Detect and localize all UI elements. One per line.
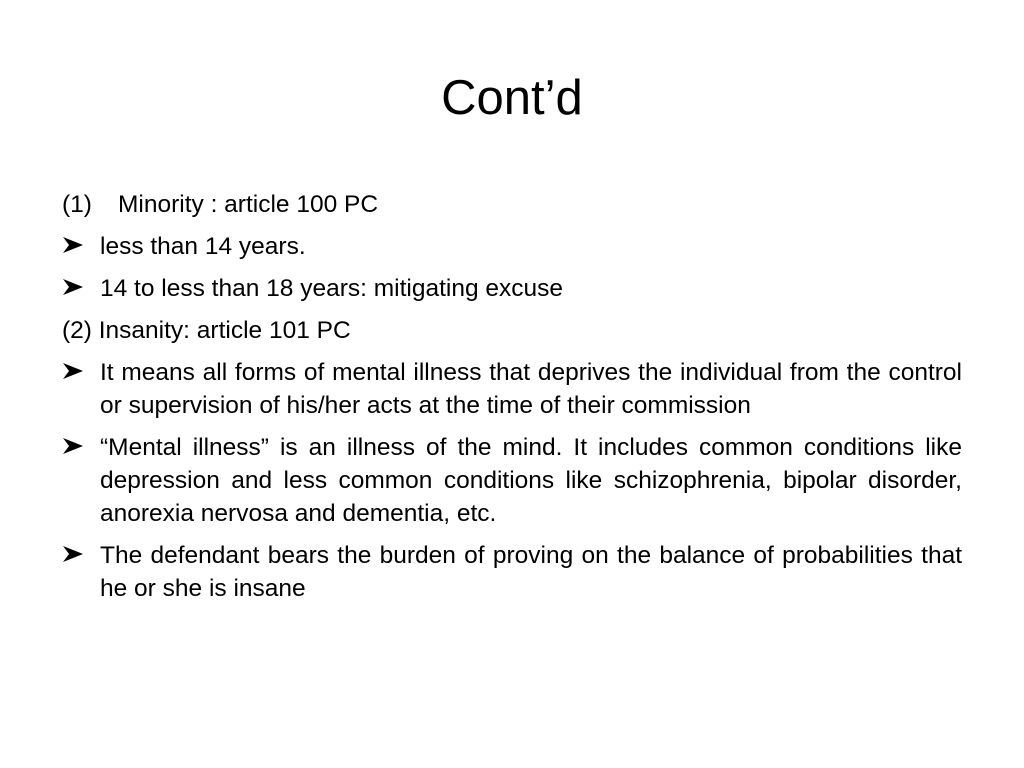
arrow-bullet-icon [62, 543, 84, 565]
arrow-bullet-icon [62, 435, 84, 457]
bullet-item [62, 539, 962, 605]
insanity-heading: (2) Insanity: article 101 PC [62, 317, 351, 344]
bullet-text: The defendant bears the burden of proving on the balance of probabilities that he or she is insane [100, 542, 962, 602]
bullet-item [62, 230, 962, 263]
bullet-text: It means all forms of mental illness that deprives the individual from the control or supervision of his/her acts at the time of their commission [100, 359, 962, 419]
minority-number: (1) [62, 191, 92, 218]
bullet-text: 14 to less than 18 years: mitigating excuse [100, 275, 564, 302]
slide-title: Cont’d [441, 71, 583, 125]
arrow-bullet-icon [62, 234, 84, 256]
minority-label: Minority : article 100 PC [118, 191, 379, 218]
bullet-text: less than 14 years. [100, 233, 306, 260]
bullet-text: “Mental illness” is an illness of the mind. It includes common conditions like depression and less common conditions like schizophrenia, bipolar disorder, anorexia nervosa and dementia, etc. [100, 434, 962, 527]
slide-content [62, 188, 962, 614]
bullet-item [62, 356, 962, 422]
arrow-bullet-icon [62, 360, 84, 382]
arrow-bullet-icon [62, 276, 84, 298]
bullet-item [62, 272, 962, 305]
bullet-item [62, 431, 962, 530]
minority-heading [62, 188, 962, 221]
